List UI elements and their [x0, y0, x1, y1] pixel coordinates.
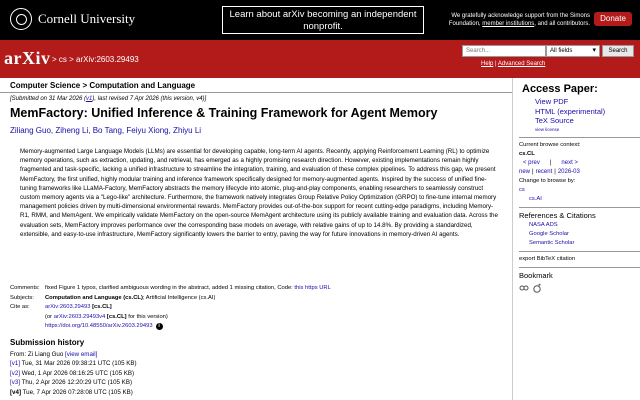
month-link[interactable]: 2026-03	[557, 168, 580, 175]
from-text: From: Zi Liang Guo	[10, 351, 64, 358]
version-date: Tue, 7 Apr 2026 07:28:08 UTC (105 KB)	[22, 388, 133, 396]
doi-value	[45, 322, 163, 332]
spacer	[10, 322, 45, 332]
spacer	[10, 313, 45, 323]
paper-metadata	[10, 284, 331, 332]
bibsonomy-icon[interactable]	[519, 283, 529, 293]
paper-main	[10, 96, 506, 239]
site-header	[0, 40, 640, 78]
prev-next-nav	[519, 159, 640, 168]
nav-separator: |	[549, 159, 552, 166]
html-link[interactable]: HTML (experimental)	[535, 106, 606, 116]
submission-dateline	[10, 96, 506, 102]
version-entry	[10, 369, 137, 378]
acknowledgement	[440, 12, 590, 28]
recent-link[interactable]: recent	[535, 168, 553, 175]
version-link[interactable]: [v3]	[10, 379, 20, 387]
divider	[519, 267, 640, 268]
advanced-search-link[interactable]: Advanced Search	[497, 61, 546, 67]
sidebar	[512, 78, 640, 400]
export-bibtex-link[interactable]: export BibTeX citation	[519, 255, 576, 262]
paper-title: MemFactory: Unified Inference & Training Framework for Agent Memory	[10, 106, 438, 120]
cite-version-row	[10, 313, 331, 323]
version-link[interactable]: [v1]	[10, 360, 20, 368]
cite-id-link[interactable]: arXiv:2603.29493	[45, 304, 91, 311]
subject-header: Computer Science > Computation and Language	[10, 81, 196, 90]
divider	[0, 92, 512, 93]
new-link[interactable]: new	[519, 168, 531, 175]
reference-links	[529, 221, 640, 248]
next-link[interactable]: next >	[561, 159, 578, 166]
version-link[interactable]: [v2]	[10, 369, 20, 377]
change-browse-label: Change to browse by:	[519, 177, 576, 184]
cite-version-tag: [cs.CL]	[106, 313, 127, 320]
announcement-banner[interactable]: Learn about arXiv becoming an independent nonprofit.	[222, 6, 424, 34]
cite-or: (or	[45, 313, 53, 320]
license-link[interactable]: view license	[535, 126, 560, 132]
ack-prefix: We gratefully acknowledge support from the Simons Foundation,	[448, 13, 590, 27]
cite-row	[10, 303, 331, 313]
subjects-row	[10, 294, 331, 304]
browse-cs-link[interactable]: cs	[519, 186, 525, 193]
browse-context	[519, 141, 640, 204]
institution-name: Cornell University	[38, 11, 136, 26]
bookmark-icons	[519, 283, 640, 293]
tex-source-link[interactable]: TeX Source	[535, 116, 574, 125]
divider	[519, 207, 640, 208]
access-links	[535, 97, 640, 134]
search-field-select[interactable]: All fields ▾	[546, 45, 600, 57]
cite-version-suffix: for this version)	[128, 313, 168, 320]
info-icon[interactable]: i	[156, 323, 163, 330]
v1-link[interactable]: v1	[86, 96, 93, 102]
donate-button[interactable]: Donate	[594, 12, 632, 26]
prev-link[interactable]: < prev	[523, 159, 540, 166]
version-date: Thu, 2 Apr 2026 12:20:29 UTC (105 KB)	[21, 379, 133, 387]
submission-history	[10, 338, 137, 397]
view-pdf-link[interactable]: View PDF	[535, 97, 569, 106]
current-version-tag: [v4]	[10, 388, 22, 396]
top-bar	[0, 0, 640, 40]
google-scholar-link[interactable]: Google Scholar	[529, 230, 569, 237]
secondary-subjects: ; Artificial Intelligence (cs.AI)	[142, 294, 216, 301]
version-entry	[10, 378, 137, 387]
context-label: Current browse context:	[519, 141, 581, 148]
view-email-link[interactable]: [view email]	[65, 351, 98, 358]
help-links: Help | Advanced Search	[481, 61, 546, 67]
subjects-value	[45, 294, 215, 304]
version-date: Tue, 31 Mar 2026 09:38:21 UTC (105 KB)	[21, 360, 137, 368]
cite-version-link[interactable]: arXiv:2603.29493v4	[53, 313, 106, 320]
nasa-ads-link[interactable]: NASA ADS	[529, 221, 558, 228]
submitted-by	[10, 350, 137, 359]
doi-row	[10, 322, 331, 332]
access-paper-title: Access Paper:	[522, 83, 598, 95]
arxiv-logo[interactable]: arXiv	[4, 48, 51, 68]
comments-label: Comments:	[10, 285, 40, 291]
dateline-suffix: ), last revised 7 Apr 2026 (this version, v4)]	[92, 96, 207, 102]
code-link[interactable]: this https URL	[294, 285, 331, 291]
cornell-seal-icon	[10, 8, 32, 30]
references-title: References & Citations	[519, 210, 596, 220]
search-input[interactable]: Search...	[462, 45, 546, 57]
comments-row	[10, 284, 331, 294]
breadcrumb[interactable]: > cs > arXiv:2603.29493	[52, 55, 139, 64]
browse-links: new | recent | 2026-03	[519, 168, 580, 175]
cite-version	[45, 313, 168, 323]
member-institutions-link[interactable]: member institutions	[482, 21, 535, 27]
doi-link[interactable]: https://doi.org/10.48550/arXiv.2603.29493	[45, 323, 153, 330]
semantic-scholar-link[interactable]: Semantic Scholar	[529, 239, 575, 246]
primary-subject: Computation and Language (cs.CL)	[45, 294, 143, 301]
cite-value	[45, 303, 112, 313]
history-heading: Submission history	[10, 338, 85, 347]
version-entry	[10, 359, 137, 368]
search-button[interactable]: Search	[602, 45, 634, 57]
author-list[interactable]: Ziliang Guo, Ziheng Li, Bo Tang, Feiyu Xiong, Zhiyu Li	[10, 126, 202, 135]
browse-csai-link[interactable]: cs.AI	[529, 195, 542, 202]
comments-value	[45, 284, 331, 294]
help-link[interactable]: Help	[481, 61, 494, 67]
version-date: Wed, 1 Apr 2026 08:16:25 UTC (105 KB)	[21, 369, 135, 377]
cite-tag: [cs.CL]	[92, 304, 112, 311]
reddit-icon[interactable]	[532, 283, 542, 293]
cornell-logo[interactable]	[10, 8, 135, 30]
divider	[519, 137, 640, 138]
bookmark-title: Bookmark	[519, 270, 553, 280]
dateline-prefix: [Submitted on 31 Mar 2026 (	[10, 96, 87, 102]
ack-suffix: , and all contributors.	[534, 21, 590, 27]
context-value: cs.CL	[519, 150, 535, 157]
comments-text: fixed Figure 1 typos, clarified ambiguous wording in the abstract, added 1 missing citation, Code:	[45, 285, 293, 291]
subjects-label: Subjects:	[10, 294, 34, 301]
abstract: Memory-augmented Large Language Models (LLMs) are essential for developing capable, long-term AI agents. Recently, applying Reinforcement Learning (RL) to optimize memory operations, such as extraction, updating, and retrieval, has emerged as a highly promising research direction. However, existing implementations remain highly fragmented and task-specific, lacking a unified infrastructure to streamline the integration, training, and evaluation of these complex pipelines. To address this gap, we present MemFactory, the first unified, highly modular training and inference framework specifically designed for memory-augmented agents. Inspired by the success of unified fine-tuning frameworks like LLaMA-Factory, MemFactory abstracts the memory lifecycle into atomic, plug-and-play components, enabling researchers to seamlessly construct custom memory agents via a "Lego-like" architecture. Furthermore, the framework natively integrates Group Relative Policy Optimization (GRPO) to fine-tune internal memory management policies driven by multi-dimensional environmental rewards. MemFactory provides out-of-the-box support for recent cutting-edge paradigms, including Memory-R1, RMM, and MemAgent. We empirically validate MemFactory on the open-source MemAgent architecture using its publicly available training and evaluation data. Across the evaluation sets, MemFactory improves performance over the corresponding base models on average, with relative gains of up to 14.8%. By providing a standardized, extensible, and easy-to-use infrastructure, MemFactory significantly lowers the barrier to entry, paving the way for future innovations in memory-driven AI agents.	[20, 148, 498, 238]
divider	[519, 251, 640, 252]
version-entry-current	[10, 388, 137, 397]
cite-label: Cite as:	[10, 304, 30, 311]
